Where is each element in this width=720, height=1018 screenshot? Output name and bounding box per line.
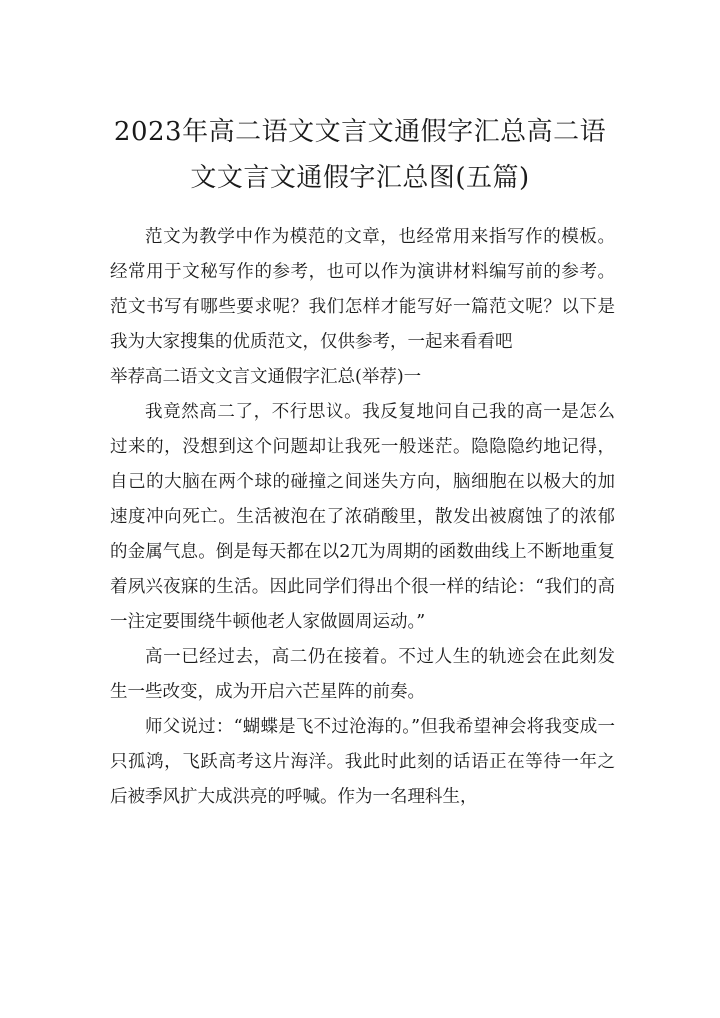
section-heading: 举荐高二语文文言文通假字汇总(举荐)一 — [110, 367, 422, 387]
body-paragraph: 高一已经过去，高二仍在接着。不过人生的轨迹会在此刻发生一些改变，成为开启六芒星阵的前奏。 — [110, 647, 615, 702]
document-title — [100, 109, 620, 201]
document-body — [110, 220, 615, 815]
body-paragraph: 我竟然高二了，不行思议。我反复地问自己我的高一是怎么过来的，没想到这个问题却让我死一般迷茫。隐隐隐约地记得，自己的大脑在两个球的碰撞之间迷失方向，脑细胞在以极大的加速度冲向死亡。生活被泡在了浓硝酸里，散发出被腐蚀了的浓郁的金属气息。倒是每天都在以2兀为周期的函数曲线上不断地重复着夙兴夜寐的生活。因此同学们得出个很一样的结论：“我们的高一注定要围绕牛顿他老人家做圆周运动。” — [110, 402, 615, 632]
intro-paragraph: 范文为教学中作为模范的文章，也经常用来指写作的模板。经常用于文秘写作的参考，也可以作为演讲材料编写前的参考。范文书写有哪些要求呢？我们怎样才能写好一篇范文呢？以下是我为大家搜集的优质范文，仅供参考，一起来看看吧 — [110, 227, 615, 352]
body-paragraph: 师父说过：“蝴蝶是飞不过沧海的。”但我希望神会将我变成一只孤鸿，飞跃高考这片海洋。我此时此刻的话语正在等待一年之后被季风扩大成洪亮的呼喊。作为一名理科生， — [110, 717, 615, 807]
title-line-1: 2023年高二语文文言文通假字汇总高二语 — [113, 117, 607, 147]
title-line-2: 文文言文通假字汇总图(五篇) — [190, 163, 530, 193]
